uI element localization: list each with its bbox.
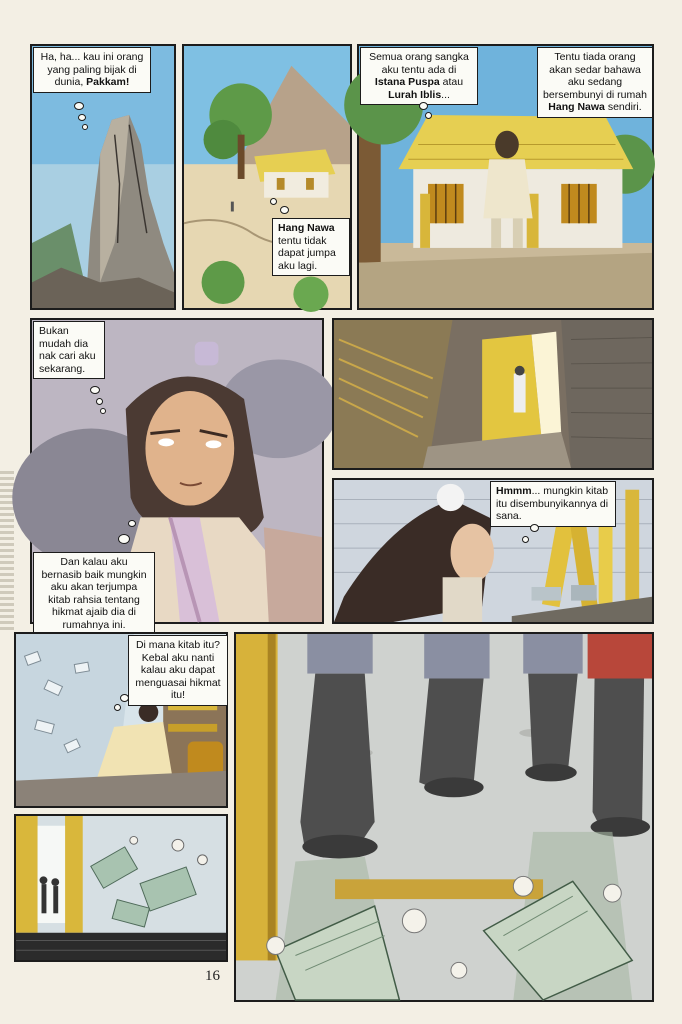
panel-7-searching-shelves bbox=[14, 632, 228, 808]
speech-place-lurah-iblis: Lurah Iblis bbox=[388, 88, 442, 101]
panel-6-woman-profile bbox=[332, 478, 654, 624]
figures-at-door-illustration bbox=[16, 816, 226, 960]
speech-text: ... mungkin kitab itu disembunyikannya di sana. bbox=[496, 485, 609, 522]
speech-bubble bbox=[537, 47, 653, 118]
speech-bubble bbox=[128, 635, 228, 706]
panel-1-rock-spire bbox=[30, 44, 176, 310]
speech-text: sendiri. bbox=[607, 101, 642, 113]
panel-9-boots-books bbox=[234, 632, 654, 1002]
speech-text: ... bbox=[441, 88, 450, 101]
speech-name-pakkam: Pakkam! bbox=[86, 76, 130, 88]
panel-8-figures-at-door bbox=[14, 814, 228, 962]
speech-text: Dan kalau aku bernasib baik mungkin aku akan terjumpa kitab rahsia tentang hikmat ajaib dia di rumahnya ini. bbox=[41, 556, 147, 631]
speech-text: Ha, ha... kau ini orang yang paling bijak di dunia, bbox=[40, 51, 144, 88]
speech-text: atau bbox=[442, 76, 464, 88]
speech-bubble bbox=[272, 218, 350, 276]
speech-text: Semua orang sangka aku tentu ada di bbox=[369, 51, 469, 76]
panel-5-doorway-interior bbox=[332, 318, 654, 470]
boots-books-illustration bbox=[236, 634, 652, 1000]
speech-bubble bbox=[33, 321, 105, 379]
binding-edge bbox=[0, 470, 14, 630]
speech-bubble bbox=[490, 481, 616, 527]
speech-text: Di mana kitab itu? Kebal aku nanti kalau aku dapat menguasai hikmat itu! bbox=[135, 639, 221, 701]
speech-bubble bbox=[33, 552, 155, 635]
speech-text: Tentu tiada orang akan sedar bahawa aku sedang bersembunyi di rumah bbox=[543, 51, 647, 101]
doorway-interior-illustration bbox=[334, 320, 652, 468]
speech-bubble bbox=[360, 47, 478, 105]
panel-4-man-portrait bbox=[30, 318, 324, 631]
speech-text: Bukan mudah dia nak cari aku sekarang. bbox=[39, 325, 96, 375]
speech-exclaim: Hmmm bbox=[496, 485, 532, 497]
speech-place-istana-puspa: Istana Puspa bbox=[374, 76, 440, 88]
speech-bubble bbox=[33, 47, 151, 93]
speech-text: tentu tidak dapat jumpa aku lagi. bbox=[278, 234, 336, 272]
page-number: 16 bbox=[205, 968, 220, 984]
speech-name-hang-nawa: Hang Nawa bbox=[278, 222, 335, 234]
panel-3-thatched-house bbox=[357, 44, 654, 310]
panel-2-landscape-hut bbox=[182, 44, 352, 310]
speech-name-hang-nawa: Hang Nawa bbox=[548, 101, 605, 113]
